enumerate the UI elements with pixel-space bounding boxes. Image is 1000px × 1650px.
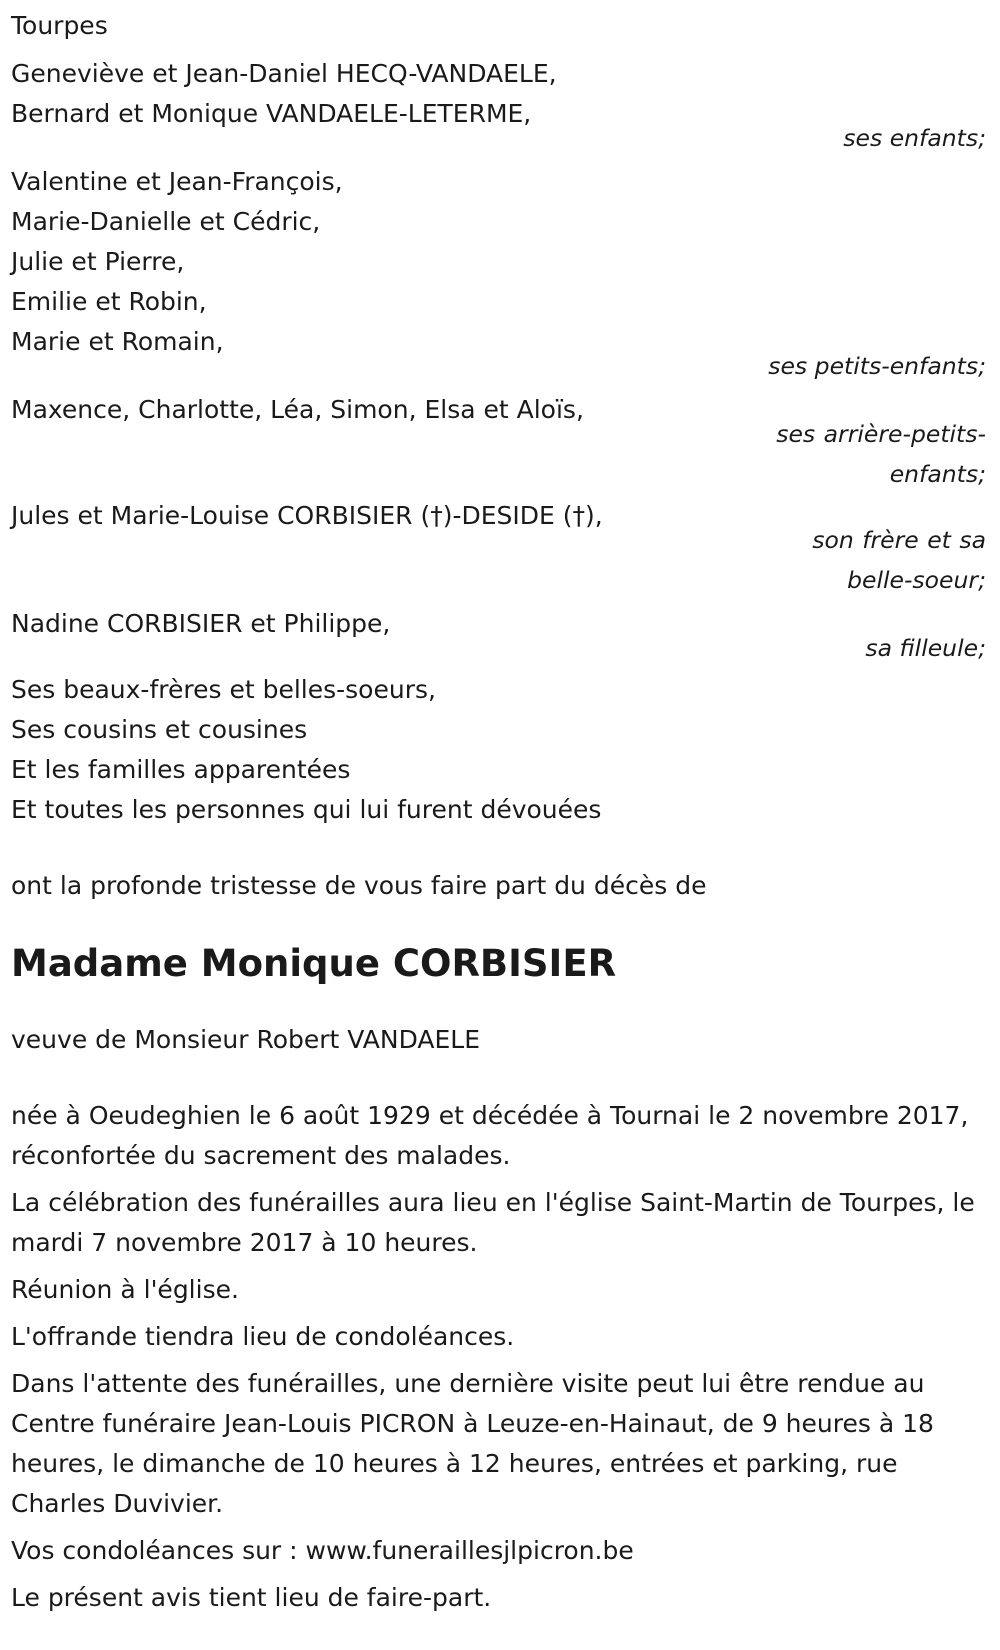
birth-death-paragraph: née à Oeudeghien le 6 août 1929 et décédée à Tournai le 2 novembre 2017, réconfortée du sacrement des malades. — [11, 1101, 969, 1170]
family-name-line: Nadine CORBISIER et Philippe, — [11, 609, 391, 638]
ceremony-paragraph: La célébration des funérailles aura lieu en l'église Saint-Martin de Tourpes, le mardi 7 novembre 2017 à 10 heures. — [11, 1188, 975, 1257]
relatives-line: Ses beaux-frères et belles-soeurs, — [11, 675, 436, 704]
relation-label: sa filleule; — [865, 634, 986, 662]
family-name-line: Marie et Romain, — [11, 327, 224, 356]
relation-label: son frère et sa belle-soeur; — [812, 526, 986, 594]
deceased-name: Madame Monique CORBISIER — [11, 942, 617, 985]
relation-label: ses petits-enfants; — [768, 352, 986, 380]
family-name-line: Marie-Danielle et Cédric, — [11, 207, 321, 236]
family-name-line: Maxence, Charlotte, Léa, Simon, Elsa et Aloïs, — [11, 395, 584, 424]
family-name-line: Julie et Pierre, — [11, 247, 185, 276]
funeral-details — [11, 1096, 988, 1618]
family-name-line: Bernard et Monique VANDAELE-LETERME, — [11, 99, 532, 128]
family-group-grandchildren — [11, 162, 988, 386]
offering-paragraph: L'offrande tiendra lieu de condoléances. — [11, 1322, 515, 1351]
announcement-text: ont la profonde tristesse de vous faire part du décès de — [11, 871, 707, 900]
relation-label: ses arrière-petits-enfants; — [776, 420, 986, 488]
relatives-line: Et toutes les personnes qui lui furent dévouées — [11, 795, 602, 824]
family-name-line: Geneviève et Jean-Daniel HECQ-VANDAELE, — [11, 59, 557, 88]
condolences-paragraph: Vos condoléances sur : www.funeraillesjlpicron.be — [11, 1536, 634, 1565]
family-name-line: Jules et Marie-Louise CORBISIER (†)-DESIDE (†), — [11, 501, 603, 530]
other-relatives — [11, 670, 988, 830]
meeting-paragraph: Réunion à l'église. — [11, 1275, 239, 1304]
family-group-goddaughter — [11, 604, 988, 668]
family-group-great-grandchildren — [11, 390, 988, 494]
relatives-line: Et les familles apparentées — [11, 755, 351, 784]
family-group-siblings — [11, 496, 988, 600]
visit-paragraph: Dans l'attente des funérailles, une dernière visite peut lui être rendue au Centre funéraire Jean-Louis PICRON à Leuze-en-Hainaut, de 9 heures à 18 heures, le dimanche de 10 heures à 12 heures, entrées et parking, rue Charles Duvivier. — [11, 1369, 934, 1518]
relation-label: ses enfants; — [843, 124, 986, 152]
relatives-line: Ses cousins et cousines — [11, 715, 308, 744]
family-group-children — [11, 54, 988, 158]
town-heading: Tourpes — [11, 11, 108, 40]
family-name-line: Valentine et Jean-François, — [11, 167, 343, 196]
notice-paragraph: Le présent avis tient lieu de faire-part. — [11, 1583, 492, 1612]
family-name-line: Emilie et Robin, — [11, 287, 207, 316]
widow-of-text: veuve de Monsieur Robert VANDAELE — [11, 1025, 481, 1054]
